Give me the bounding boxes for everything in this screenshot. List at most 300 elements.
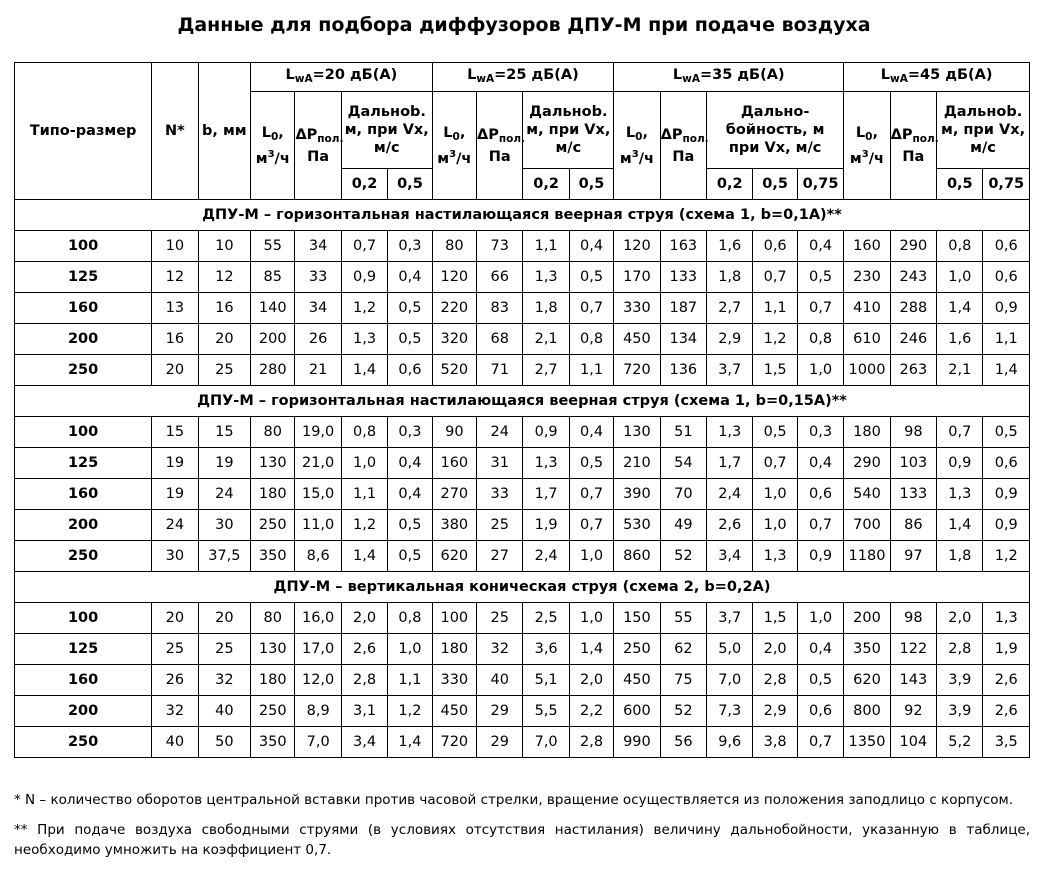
table-cell: 350 <box>251 541 295 572</box>
table-cell: 1,0 <box>937 262 983 293</box>
table-cell: 56 <box>660 727 706 758</box>
table-cell: 25 <box>477 603 523 634</box>
header-velocity: 0,2 <box>341 169 387 200</box>
table-cell: 54 <box>660 448 706 479</box>
table-cell: 51 <box>660 417 706 448</box>
table-cell: 1,4 <box>569 634 613 665</box>
table-cell: 1,6 <box>937 324 983 355</box>
table-cell: 180 <box>251 665 295 696</box>
table-cell: 20 <box>152 355 198 386</box>
table-cell: 3,9 <box>937 696 983 727</box>
header-l0: $L_0$, $м^3/ч$ <box>432 92 476 200</box>
table-row <box>15 479 1030 510</box>
table-cell: 0,5 <box>388 510 432 541</box>
table-row <box>15 293 1030 324</box>
header-b: b, мм <box>198 63 250 200</box>
table-cell: 0,7 <box>753 448 797 479</box>
table-cell: 2,9 <box>753 696 797 727</box>
table-cell: 19 <box>152 479 198 510</box>
table-cell: 25 <box>198 634 250 665</box>
header-n: N* <box>152 63 198 200</box>
table-cell: 3,6 <box>523 634 569 665</box>
table-cell: 143 <box>890 665 936 696</box>
table-cell: 100 <box>432 603 476 634</box>
table-cell: 2,4 <box>523 541 569 572</box>
header-velocity: 0,2 <box>523 169 569 200</box>
table-cell: 540 <box>844 479 890 510</box>
table-cell: 0,7 <box>341 231 387 262</box>
table-cell: 187 <box>660 293 706 324</box>
table-cell: 26 <box>152 665 198 696</box>
table-cell: 25 <box>477 510 523 541</box>
table-cell: 1,4 <box>937 293 983 324</box>
table-row <box>15 727 1030 758</box>
table-cell: 2,0 <box>753 634 797 665</box>
header-group-35db: $L_{wA}=35$ дБ(А) <box>614 63 844 92</box>
table-row <box>15 355 1030 386</box>
table-cell: 320 <box>432 324 476 355</box>
table-cell: 1000 <box>844 355 890 386</box>
table-cell: 20 <box>198 603 250 634</box>
header-type-size: Типо-размер <box>15 63 152 200</box>
table-cell: 800 <box>844 696 890 727</box>
table-cell: 2,7 <box>523 355 569 386</box>
table-cell: 49 <box>660 510 706 541</box>
header-throw-range: Дальнob. м, при Vx, м/с <box>341 92 432 169</box>
table-cell: 1,3 <box>937 479 983 510</box>
table-cell: 5,2 <box>937 727 983 758</box>
table-cell: 290 <box>890 231 936 262</box>
footnote-n: * N – количество оборотов центральной вставки против часовой стрелки, вращение осуществляется из положения заподлицо с корпусом. <box>14 792 1013 808</box>
table-cell: 104 <box>890 727 936 758</box>
table-cell: 990 <box>614 727 660 758</box>
table-cell: 530 <box>614 510 660 541</box>
header-l0: $L_0$, $м^3/ч$ <box>844 92 890 200</box>
table-cell: 1,0 <box>797 355 843 386</box>
table-cell: 3,8 <box>753 727 797 758</box>
table-cell: 2,6 <box>707 510 753 541</box>
table-cell: 55 <box>251 231 295 262</box>
table-cell: 210 <box>614 448 660 479</box>
table-cell: 0,7 <box>753 262 797 293</box>
table-cell: 170 <box>614 262 660 293</box>
table-cell: 25 <box>198 355 250 386</box>
table-row <box>15 603 1030 634</box>
table-cell: 1,3 <box>707 417 753 448</box>
header-velocity: 0,75 <box>983 169 1030 200</box>
table-cell: 1,1 <box>341 479 387 510</box>
table-cell: 1350 <box>844 727 890 758</box>
table-cell: 0,4 <box>797 634 843 665</box>
table-cell: 68 <box>477 324 523 355</box>
table-cell: 1,8 <box>523 293 569 324</box>
table-cell: 133 <box>890 479 936 510</box>
table-cell: 1,8 <box>937 541 983 572</box>
table-cell: 0,5 <box>388 293 432 324</box>
table-cell: 330 <box>614 293 660 324</box>
table-cell: 1,0 <box>569 541 613 572</box>
table-cell: 16 <box>152 324 198 355</box>
table-row <box>15 231 1030 262</box>
table-cell: 3,9 <box>937 665 983 696</box>
table-cell: 0,9 <box>983 479 1030 510</box>
table-cell: 1,9 <box>983 634 1030 665</box>
table-cell: 37,5 <box>198 541 250 572</box>
table-cell: 180 <box>844 417 890 448</box>
table-cell: 1,0 <box>388 634 432 665</box>
table-cell: 10 <box>152 231 198 262</box>
table-cell: 280 <box>251 355 295 386</box>
table-cell: 3,7 <box>707 603 753 634</box>
type-size-cell: 250 <box>15 355 152 386</box>
table-cell: 8,6 <box>295 541 341 572</box>
table-cell: 24 <box>152 510 198 541</box>
table-cell: 410 <box>844 293 890 324</box>
table-cell: 34 <box>295 231 341 262</box>
table-cell: 1,5 <box>753 603 797 634</box>
table-cell: 150 <box>614 603 660 634</box>
table-cell: 40 <box>152 727 198 758</box>
table-cell: 450 <box>614 324 660 355</box>
table-cell: 80 <box>251 417 295 448</box>
type-size-cell: 200 <box>15 696 152 727</box>
table-cell: 1,9 <box>523 510 569 541</box>
table-cell: 1,1 <box>569 355 613 386</box>
section-title: ДПУ-М – вертикальная коническая струя (схема 2, b=0,2A) <box>15 572 1030 603</box>
table-cell: 130 <box>614 417 660 448</box>
table-cell: 0,4 <box>797 448 843 479</box>
table-cell: 1180 <box>844 541 890 572</box>
table-cell: 270 <box>432 479 476 510</box>
table-cell: 9,6 <box>707 727 753 758</box>
table-cell: 15 <box>152 417 198 448</box>
table-cell: 8,9 <box>295 696 341 727</box>
table-cell: 163 <box>660 231 706 262</box>
type-size-cell: 200 <box>15 510 152 541</box>
table-cell: 0,8 <box>797 324 843 355</box>
table-cell: 20 <box>152 603 198 634</box>
table-cell: 134 <box>660 324 706 355</box>
table-cell: 0,5 <box>797 665 843 696</box>
table-cell: 350 <box>844 634 890 665</box>
table-row <box>15 634 1030 665</box>
table-cell: 1,0 <box>797 603 843 634</box>
section-title: ДПУ-М – горизонтальная настилающаяся веерная струя (схема 1, b=0,1A)** <box>15 200 1030 231</box>
header-pressure-loss: $\Delta P_{пол.}$ Па <box>295 92 341 200</box>
table-cell: 2,9 <box>707 324 753 355</box>
table-cell: 3,1 <box>341 696 387 727</box>
table-cell: 0,7 <box>797 510 843 541</box>
section-header-row <box>15 386 1030 417</box>
table-cell: 15 <box>198 417 250 448</box>
table-cell: 0,6 <box>983 231 1030 262</box>
type-size-cell: 160 <box>15 293 152 324</box>
table-cell: 0,7 <box>937 417 983 448</box>
table-cell: 610 <box>844 324 890 355</box>
table-cell: 10 <box>198 231 250 262</box>
table-cell: 0,7 <box>797 727 843 758</box>
footnote-range: ** При подаче воздуха свободными струями (в условиях отсутствия настилания) величину дальнобойности, указанную в таблице, необходимо умножить на коэффициент 0,7. <box>14 822 1030 858</box>
table-cell: 19 <box>152 448 198 479</box>
table-cell: 200 <box>251 324 295 355</box>
table-cell: 0,5 <box>753 417 797 448</box>
table-cell: 0,5 <box>983 417 1030 448</box>
table-cell: 1,3 <box>523 262 569 293</box>
table-cell: 70 <box>660 479 706 510</box>
table-cell: 62 <box>660 634 706 665</box>
header-l0: $L_0$, $м^3/ч$ <box>251 92 295 200</box>
table-cell: 1,3 <box>341 324 387 355</box>
table-cell: 250 <box>251 696 295 727</box>
table-cell: 0,4 <box>569 231 613 262</box>
table-cell: 40 <box>477 665 523 696</box>
table-cell: 1,7 <box>523 479 569 510</box>
diffuser-selection-table <box>14 62 1030 758</box>
table-cell: 380 <box>432 510 476 541</box>
table-row <box>15 665 1030 696</box>
table-row <box>15 541 1030 572</box>
table-cell: 29 <box>477 727 523 758</box>
table-cell: 246 <box>890 324 936 355</box>
table-cell: 0,5 <box>569 448 613 479</box>
table-cell: 1,2 <box>388 696 432 727</box>
section-title: ДПУ-М – горизонтальная настилающаяся веерная струя (схема 1, b=0,15A)** <box>15 386 1030 417</box>
table-cell: 2,4 <box>707 479 753 510</box>
table-cell: 0,9 <box>341 262 387 293</box>
table-cell: 3,5 <box>983 727 1030 758</box>
table-cell: 24 <box>477 417 523 448</box>
table-cell: 1,0 <box>753 479 797 510</box>
table-cell: 0,4 <box>797 231 843 262</box>
table-cell: 27 <box>477 541 523 572</box>
table-cell: 1,2 <box>753 324 797 355</box>
table-cell: 1,2 <box>341 510 387 541</box>
table-cell: 32 <box>152 696 198 727</box>
table-cell: 2,0 <box>341 603 387 634</box>
table-cell: 1,4 <box>341 355 387 386</box>
table-cell: 75 <box>660 665 706 696</box>
table-cell: 80 <box>251 603 295 634</box>
table-cell: 80 <box>432 231 476 262</box>
table-cell: 263 <box>890 355 936 386</box>
table-cell: 600 <box>614 696 660 727</box>
table-cell: 20 <box>198 324 250 355</box>
table-cell: 130 <box>251 634 295 665</box>
table-cell: 0,3 <box>388 417 432 448</box>
table-cell: 90 <box>432 417 476 448</box>
table-cell: 180 <box>251 479 295 510</box>
header-group-20db: $L_{wA}=20$ дБ(А) <box>251 63 433 92</box>
table-cell: 66 <box>477 262 523 293</box>
header-velocity: 0,5 <box>937 169 983 200</box>
table-cell: 0,6 <box>983 262 1030 293</box>
table-cell: 1,1 <box>388 665 432 696</box>
table-cell: 0,6 <box>797 479 843 510</box>
table-cell: 1,1 <box>983 324 1030 355</box>
table-cell: 19 <box>198 448 250 479</box>
header-pressure-loss: $\Delta P_{пол.}$ Па <box>890 92 936 200</box>
section-header-row <box>15 572 1030 603</box>
table-cell: 122 <box>890 634 936 665</box>
table-cell: 1,4 <box>983 355 1030 386</box>
table-cell: 7,0 <box>295 727 341 758</box>
table-cell: 720 <box>614 355 660 386</box>
footnotes <box>14 790 1030 870</box>
table-cell: 2,8 <box>341 665 387 696</box>
table-cell: 520 <box>432 355 476 386</box>
header-pressure-loss: $\Delta P_{пол.}$ Па <box>660 92 706 200</box>
table-cell: 5,0 <box>707 634 753 665</box>
table-cell: 103 <box>890 448 936 479</box>
table-cell: 5,5 <box>523 696 569 727</box>
table-cell: 73 <box>477 231 523 262</box>
table-cell: 21 <box>295 355 341 386</box>
table-cell: 1,3 <box>983 603 1030 634</box>
table-cell: 0,8 <box>341 417 387 448</box>
table-cell: 92 <box>890 696 936 727</box>
table-cell: 0,4 <box>388 448 432 479</box>
table-cell: 250 <box>614 634 660 665</box>
section-header-row <box>15 200 1030 231</box>
table-cell: 350 <box>251 727 295 758</box>
table-cell: 230 <box>844 262 890 293</box>
table-cell: 0,7 <box>569 479 613 510</box>
table-cell: 98 <box>890 417 936 448</box>
table-cell: 0,5 <box>797 262 843 293</box>
table-cell: 160 <box>844 231 890 262</box>
table-cell: 0,8 <box>569 324 613 355</box>
table-cell: 140 <box>251 293 295 324</box>
table-cell: 15,0 <box>295 479 341 510</box>
table-cell: 31 <box>477 448 523 479</box>
table-cell: 2,2 <box>569 696 613 727</box>
table-cell: 200 <box>844 603 890 634</box>
table-cell: 86 <box>890 510 936 541</box>
table-cell: 1,8 <box>707 262 753 293</box>
header-velocity: 0,5 <box>569 169 613 200</box>
table-cell: 450 <box>614 665 660 696</box>
table-cell: 33 <box>295 262 341 293</box>
table-cell: 0,9 <box>983 510 1030 541</box>
table-cell: 0,4 <box>388 479 432 510</box>
table-cell: 98 <box>890 603 936 634</box>
table-cell: 720 <box>432 727 476 758</box>
table-cell: 1,4 <box>341 541 387 572</box>
table-row <box>15 262 1030 293</box>
table-cell: 2,6 <box>983 696 1030 727</box>
table-cell: 0,9 <box>523 417 569 448</box>
table-cell: 2,8 <box>937 634 983 665</box>
table-cell: 30 <box>198 510 250 541</box>
table-cell: 7,3 <box>707 696 753 727</box>
table-cell: 3,4 <box>707 541 753 572</box>
table-cell: 85 <box>251 262 295 293</box>
table-cell: 133 <box>660 262 706 293</box>
table-cell: 0,8 <box>937 231 983 262</box>
header-group-25db: $L_{wA}=25$ дБ(А) <box>432 63 614 92</box>
table-cell: 0,7 <box>797 293 843 324</box>
table-cell: 7,0 <box>523 727 569 758</box>
table-cell: 19,0 <box>295 417 341 448</box>
type-size-cell: 250 <box>15 541 152 572</box>
table-cell: 1,1 <box>753 293 797 324</box>
table-cell: 12 <box>198 262 250 293</box>
table-cell: 12,0 <box>295 665 341 696</box>
table-cell: 0,7 <box>569 510 613 541</box>
table-cell: 1,2 <box>341 293 387 324</box>
header-throw-range: Дально-бойность, м при Vx, м/с <box>707 92 844 169</box>
type-size-cell: 160 <box>15 665 152 696</box>
table-cell: 2,7 <box>707 293 753 324</box>
table-cell: 220 <box>432 293 476 324</box>
table-cell: 0,9 <box>983 293 1030 324</box>
header-l0: $L_0$, $м^3/ч$ <box>614 92 660 200</box>
table-cell: 34 <box>295 293 341 324</box>
table-cell: 1,0 <box>753 510 797 541</box>
header-velocity: 0,2 <box>707 169 753 200</box>
table-cell: 860 <box>614 541 660 572</box>
table-cell: 330 <box>432 665 476 696</box>
table-cell: 1,2 <box>983 541 1030 572</box>
table-cell: 1,0 <box>341 448 387 479</box>
table-cell: 136 <box>660 355 706 386</box>
header-throw-range: Дальнob. м, при Vx, м/с <box>523 92 614 169</box>
table-cell: 24 <box>198 479 250 510</box>
table-cell: 2,1 <box>937 355 983 386</box>
table-cell: 40 <box>198 696 250 727</box>
table-cell: 0,3 <box>797 417 843 448</box>
table-cell: 7,0 <box>707 665 753 696</box>
table-cell: 160 <box>432 448 476 479</box>
table-cell: 55 <box>660 603 706 634</box>
header-throw-range: Дальнob. м, при Vx, м/с <box>937 92 1030 169</box>
table-cell: 0,9 <box>797 541 843 572</box>
table-cell: 32 <box>198 665 250 696</box>
table-cell: 2,0 <box>937 603 983 634</box>
table-cell: 1,3 <box>523 448 569 479</box>
table-cell: 32 <box>477 634 523 665</box>
table-cell: 83 <box>477 293 523 324</box>
table-cell: 12 <box>152 262 198 293</box>
type-size-cell: 100 <box>15 603 152 634</box>
header-velocity: 0,5 <box>388 169 432 200</box>
table-cell: 1,0 <box>569 603 613 634</box>
type-size-cell: 125 <box>15 262 152 293</box>
table-cell: 120 <box>432 262 476 293</box>
table-cell: 130 <box>251 448 295 479</box>
table-cell: 0,4 <box>569 417 613 448</box>
table-cell: 17,0 <box>295 634 341 665</box>
table-cell: 0,5 <box>388 324 432 355</box>
table-row <box>15 448 1030 479</box>
table-cell: 33 <box>477 479 523 510</box>
table-cell: 21,0 <box>295 448 341 479</box>
table-cell: 700 <box>844 510 890 541</box>
table-cell: 16 <box>198 293 250 324</box>
table-cell: 25 <box>152 634 198 665</box>
header-velocity: 0,75 <box>797 169 843 200</box>
table-row <box>15 696 1030 727</box>
table-cell: 1,4 <box>937 510 983 541</box>
type-size-cell: 200 <box>15 324 152 355</box>
type-size-cell: 250 <box>15 727 152 758</box>
table-cell: 1,5 <box>753 355 797 386</box>
table-cell: 0,3 <box>388 231 432 262</box>
table-cell: 288 <box>890 293 936 324</box>
table-cell: 50 <box>198 727 250 758</box>
header-velocity: 0,5 <box>753 169 797 200</box>
type-size-cell: 125 <box>15 448 152 479</box>
